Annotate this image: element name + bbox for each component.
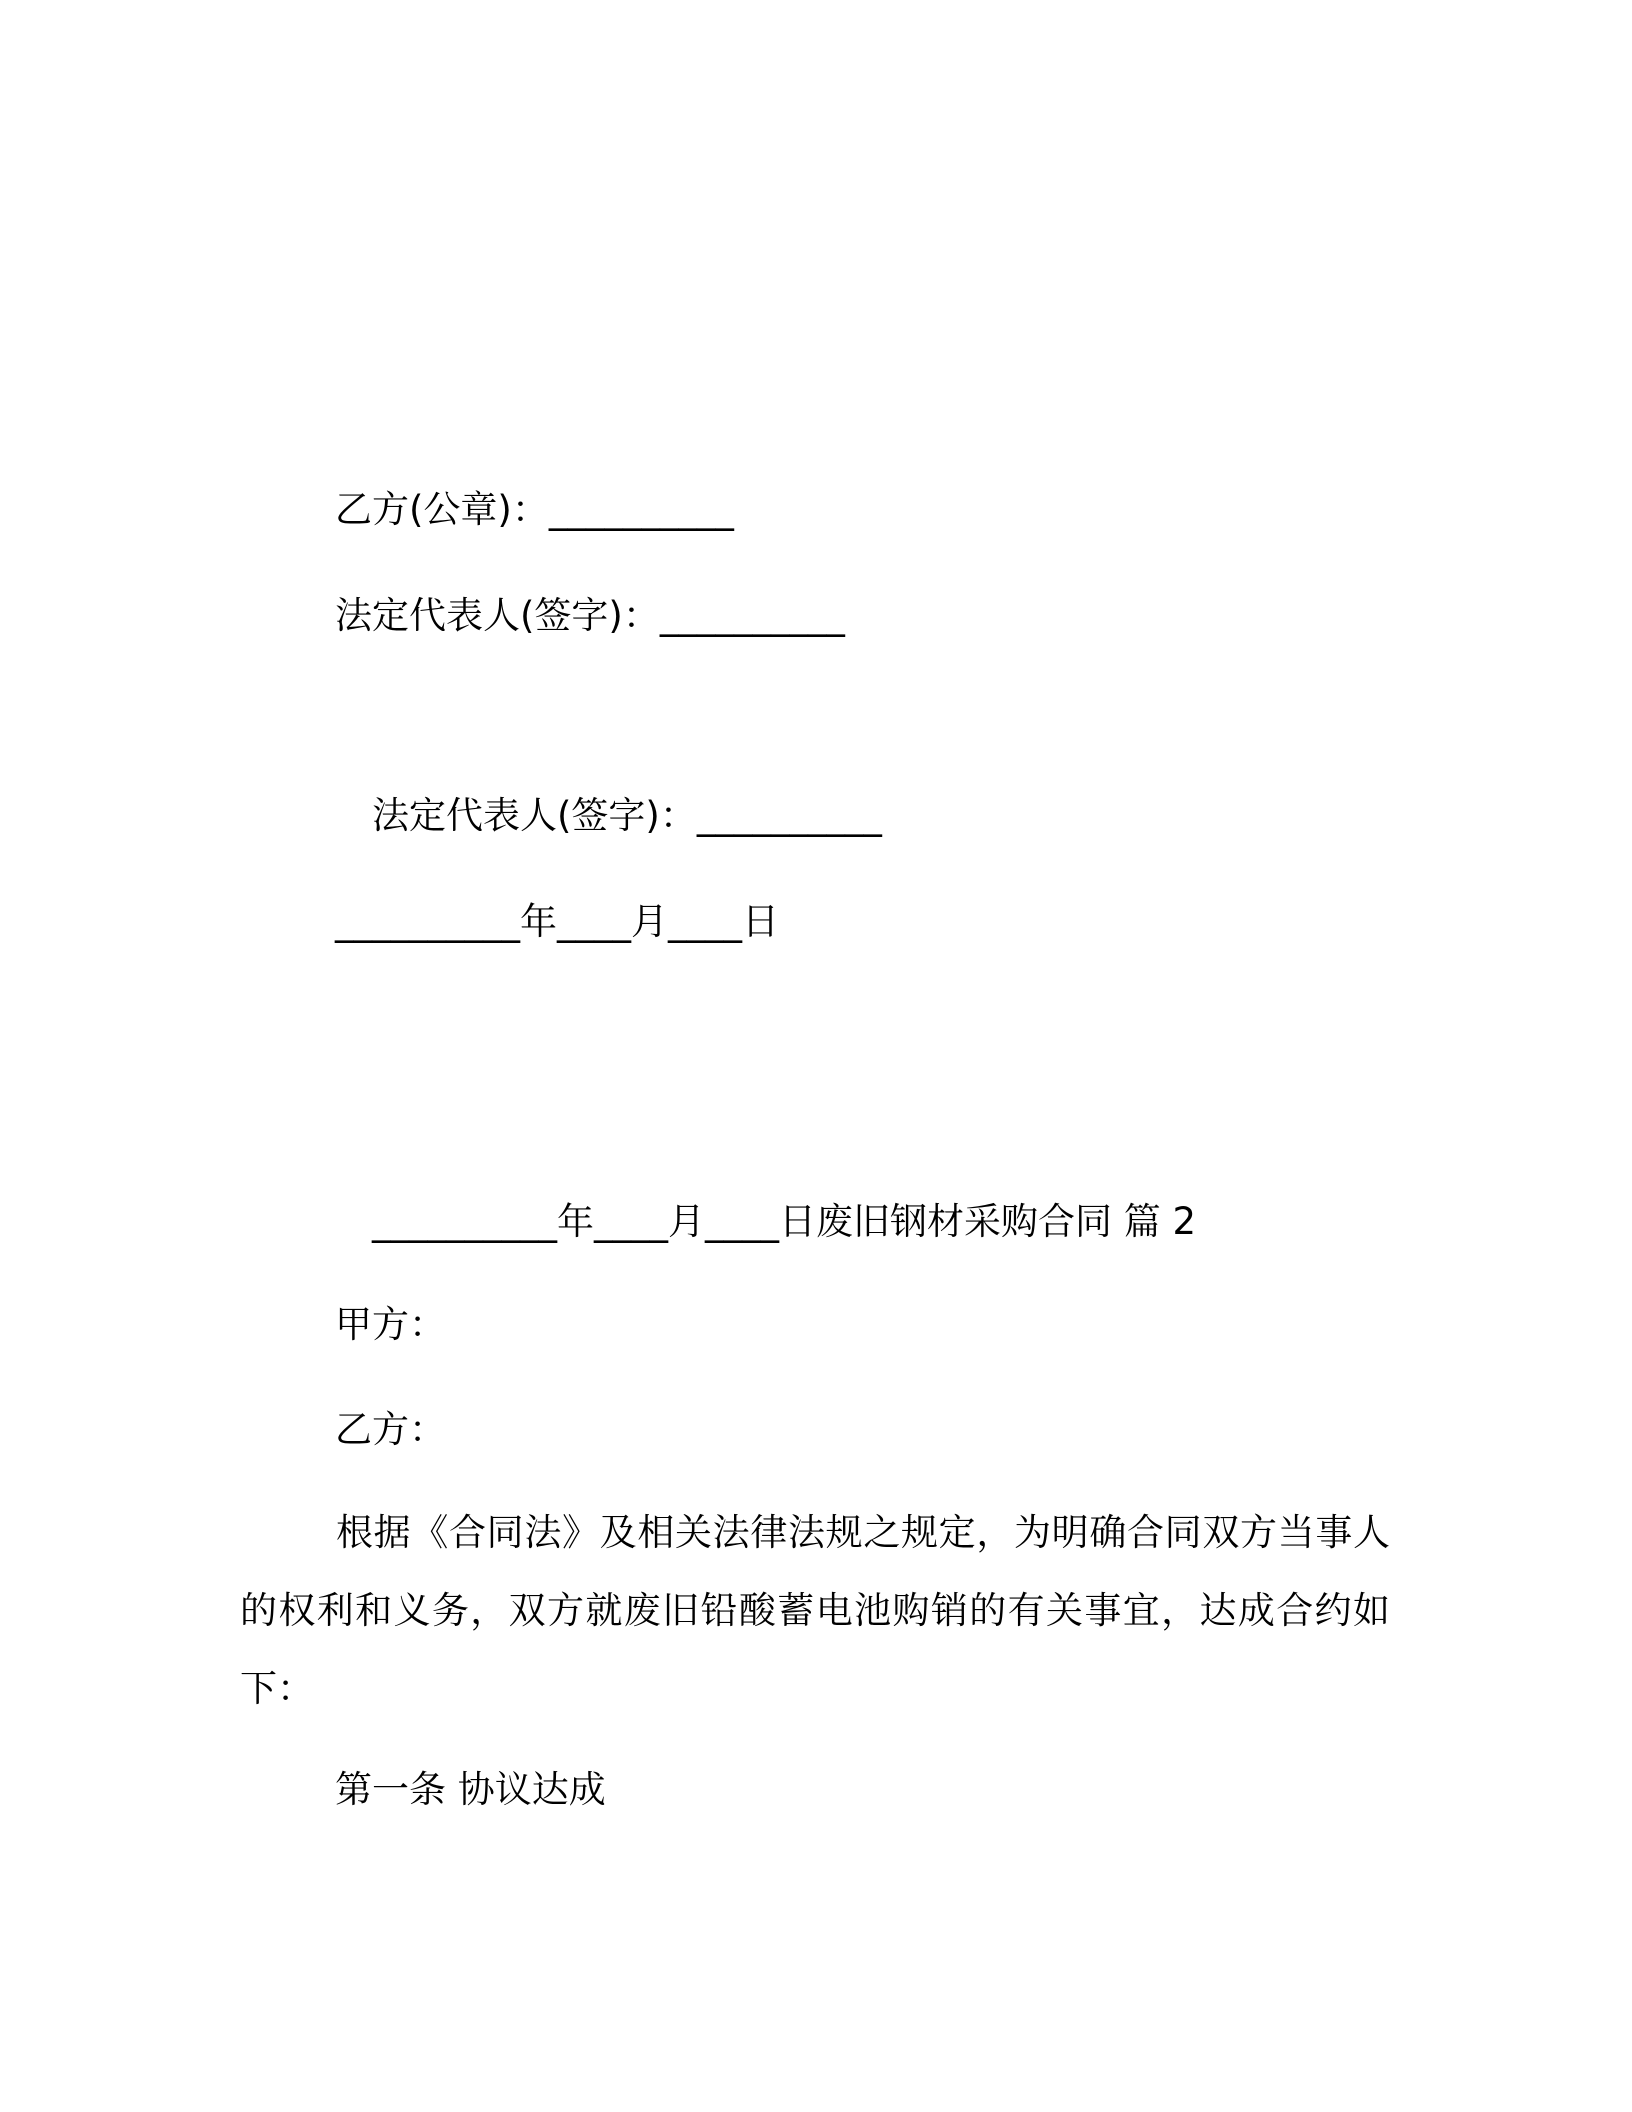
article-1-heading: 第一条 协议达成 — [335, 1768, 606, 1811]
party-b-seal-line: 乙方(公章)：__________ — [335, 488, 734, 531]
date-line: __________年____月____日 — [335, 900, 779, 943]
legal-representative-line-1: 法定代表人(签字)：__________ — [335, 594, 845, 637]
preamble-paragraph: 根据《合同法》及相关法律法规之规定，为明确合同双方当事人的权利和义务，双方就废旧铅酸蓄电池购销的有关事宜，达成合约如下： — [240, 1511, 1390, 1710]
party-b-line: 乙方： — [335, 1408, 446, 1451]
party-a-line: 甲方： — [335, 1303, 446, 1346]
contract-title: __________年____月____日废旧钢材采购合同 篇 2 — [372, 1200, 1197, 1243]
legal-representative-line-2: 法定代表人(签字)：__________ — [372, 794, 882, 837]
